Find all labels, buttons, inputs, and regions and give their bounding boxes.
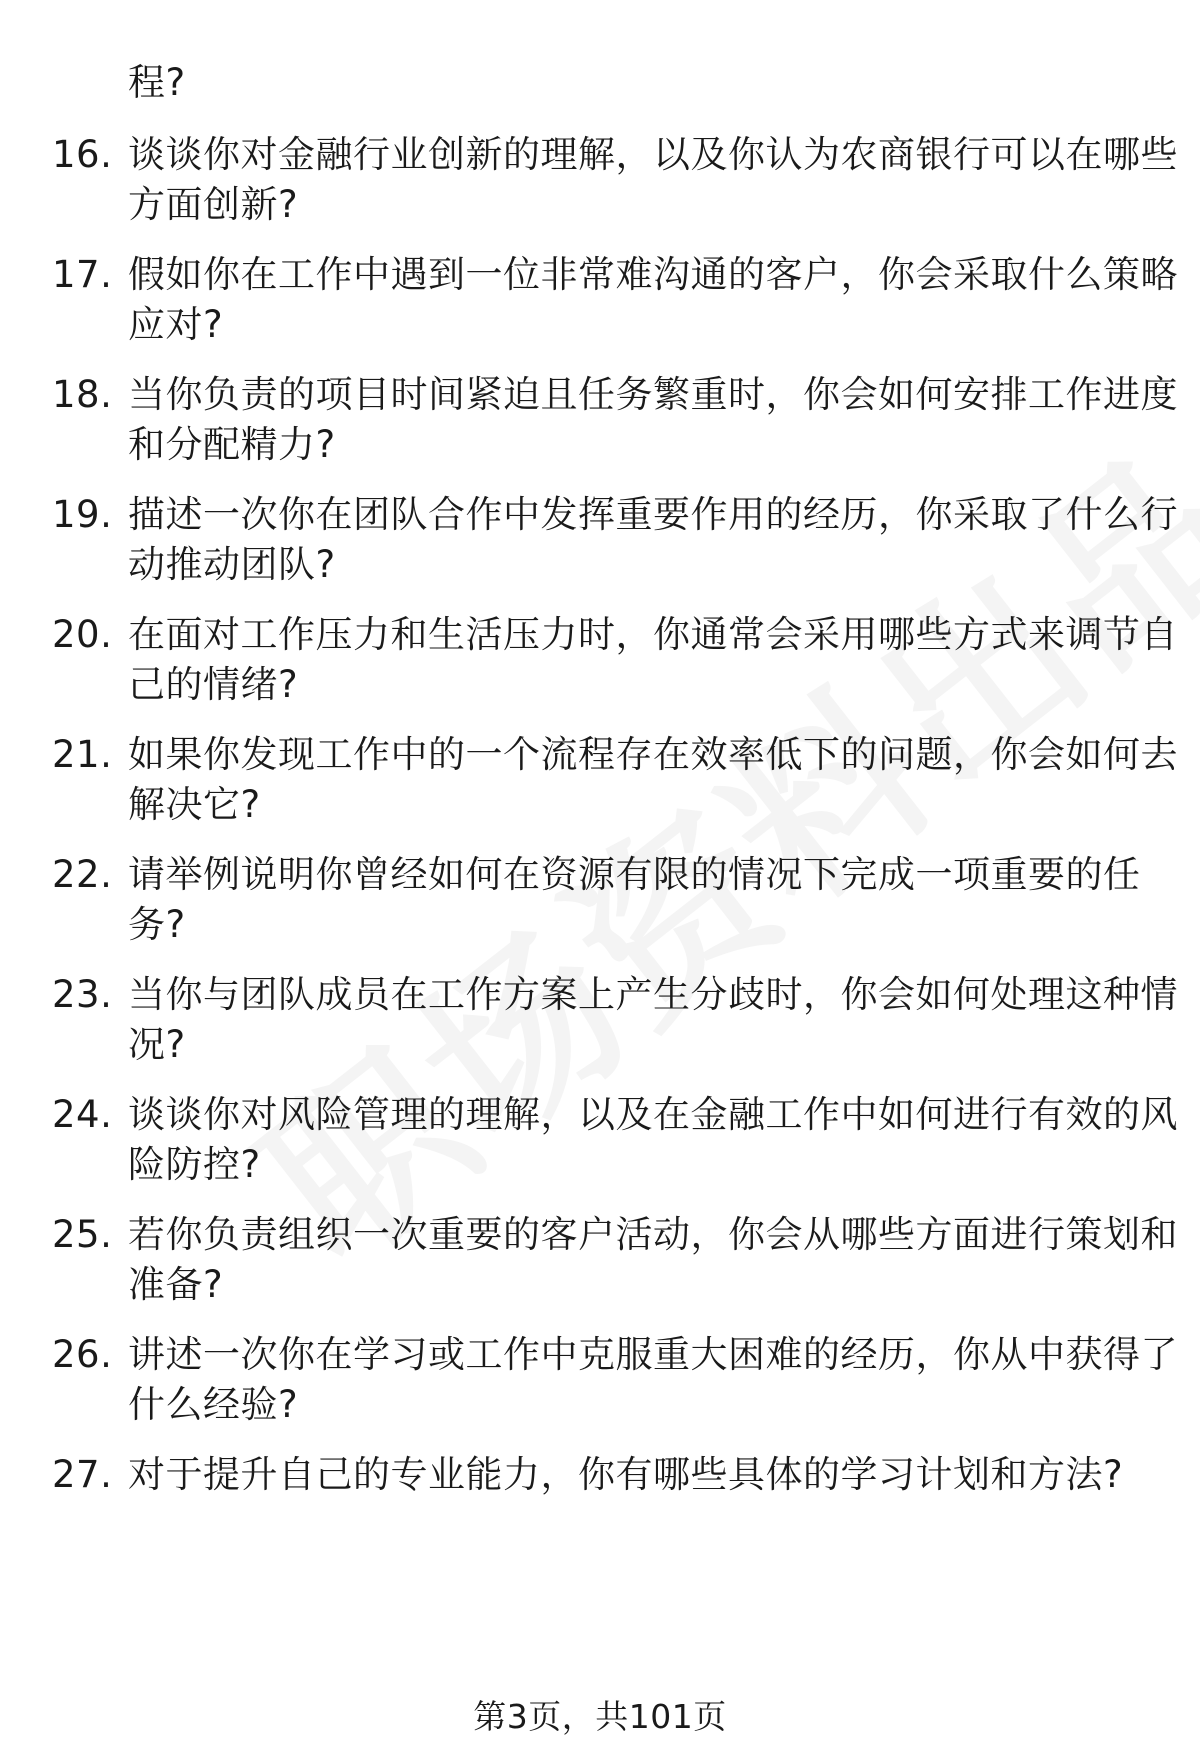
question-number: 19. — [52, 493, 113, 536]
question-number: 20. — [52, 613, 113, 656]
question-text-line: 己的情绪? — [128, 663, 299, 706]
question-text-line: 解决它? — [128, 783, 261, 826]
question-text-line: 应对? — [128, 303, 224, 346]
question-text-line: 当你负责的项目时间紧迫且任务繁重时，你会如何安排工作进度 — [128, 373, 1178, 416]
question-text — [128, 1330, 1178, 1430]
question-number: 18. — [52, 373, 113, 416]
question-number: 25. — [52, 1213, 113, 1256]
page-footer: 第3页，共101页 — [473, 1697, 727, 1736]
question-text-line: 对于提升自己的专业能力，你有哪些具体的学习计划和方法? — [128, 1453, 1124, 1496]
question-number: 24. — [52, 1093, 113, 1136]
question-text — [128, 1210, 1178, 1310]
question-text-line: 险防控? — [128, 1143, 261, 1186]
question-text — [128, 370, 1178, 470]
question-text-line: 在面对工作压力和生活压力时，你通常会采用哪些方式来调节自 — [128, 613, 1178, 656]
question-text-line: 谈谈你对金融行业创新的理解，以及你认为农商银行可以在哪些 — [128, 133, 1178, 176]
question-text-line: 和分配精力? — [128, 423, 336, 466]
question-text — [128, 730, 1178, 830]
question-number: 17. — [52, 253, 113, 296]
question-text — [128, 610, 1178, 710]
question-text-line: 假如你在工作中遇到一位非常难沟通的客户，你会采取什么策略 — [128, 253, 1178, 296]
question-text — [128, 970, 1178, 1070]
question-text-line: 动推动团队? — [128, 543, 336, 586]
question-text-line: 方面创新? — [128, 183, 299, 226]
question-text — [128, 850, 1148, 950]
question-text-line: 请举例说明你曾经如何在资源有限的情况下完成一项重要的任 — [128, 853, 1141, 896]
question-text-line: 准备? — [128, 1263, 224, 1306]
question-text-line: 若你负责组织一次重要的客户活动，你会从哪些方面进行策划和 — [128, 1213, 1178, 1256]
question-number: 27. — [52, 1453, 113, 1496]
question-text-line: 务? — [128, 903, 186, 946]
question-text — [128, 250, 1178, 350]
question-text-line: 当你与团队成员在工作方案上产生分歧时，你会如何处理这种情 — [128, 973, 1178, 1016]
question-text — [128, 490, 1178, 590]
question-text-line: 讲述一次你在学习或工作中克服重大困难的经历，你从中获得了 — [128, 1333, 1178, 1376]
question-number: 22. — [52, 853, 113, 896]
question-text-line: 况? — [128, 1023, 186, 1066]
question-number: 23. — [52, 973, 113, 1016]
question-text — [128, 1450, 1148, 1500]
question-text — [128, 130, 1178, 230]
question-text-line: 谈谈你对风险管理的理解，以及在金融工作中如何进行有效的风 — [128, 1093, 1178, 1136]
question-number: 21. — [52, 733, 113, 776]
question-text-line: 什么经验? — [128, 1383, 299, 1426]
question-number: 26. — [52, 1333, 113, 1376]
question-text-line: 描述一次你在团队合作中发挥重要作用的经历，你采取了什么行 — [128, 493, 1178, 536]
continuation-text: 程? — [128, 61, 186, 104]
question-text — [128, 1090, 1178, 1190]
question-text-line: 如果你发现工作中的一个流程存在效率低下的问题，你会如何去 — [128, 733, 1178, 776]
question-number: 16. — [52, 133, 113, 176]
